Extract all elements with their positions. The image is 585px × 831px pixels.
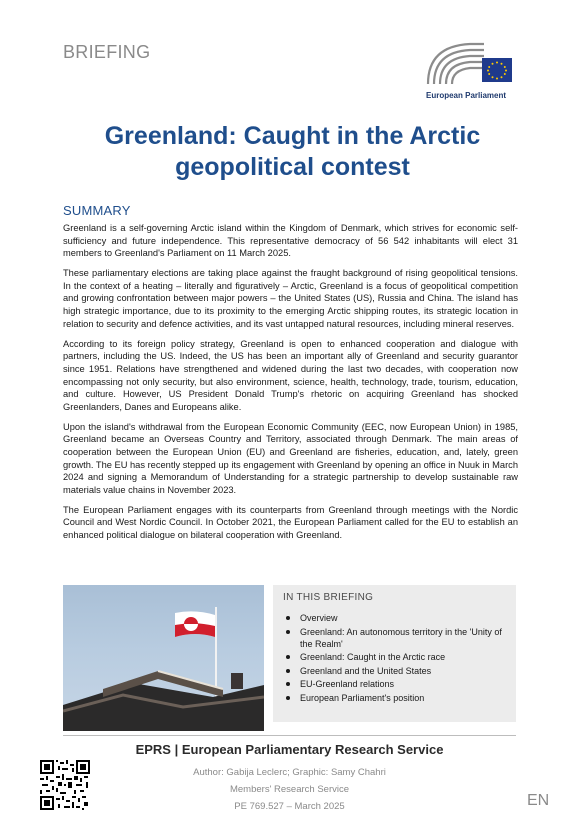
- toc-item-label: EU-Greenland relations: [300, 679, 395, 690]
- toc-item-label: Overview: [300, 613, 338, 623]
- page-title: Greenland: Caught in the Arctic geopolitical contest: [104, 122, 481, 181]
- toc-item-label: Greenland: An autonomous territory in the 'Unity of the Realm': [300, 626, 502, 649]
- bullet-icon: [286, 630, 290, 634]
- toc-item-united-states[interactable]: [283, 665, 506, 677]
- toc-item-eu-relations[interactable]: [283, 678, 506, 690]
- summary-paragraph: The European Parliament engages with its counterparts from Greenland through meetings with the Nordic Council and West Nordic Council. In October 2021, the European Parliament called for the EU to establish an enhanced political dialogue on bilateral cooperation with Greenland.: [63, 504, 518, 541]
- footer-unit: Members' Research Service: [229, 784, 350, 795]
- bullet-icon: [286, 655, 290, 659]
- bullet-icon: [286, 669, 290, 673]
- bullet-icon: [286, 696, 290, 700]
- summary-paragraph: Upon the island's withdrawal from the European Economic Community (EEC, now European Union) in 1985, Greenland became an Overseas Country and Territory, associated through Denmark. The main areas of cooperation between the European Union (EU) and Greenland are fisheries, education, and, lately, green growth. The EU has recently stepped up its engagement with Greenland by opening an office in Nuuk in March 2024 and signing a Memorandum of Understanding for a strategic partnership to develop sustainable raw materials value chains in November 2023.: [63, 421, 518, 495]
- greenland-flag-photo: [63, 585, 264, 731]
- footer-divider: [63, 735, 516, 736]
- footer-author: Author: Gabija Leclerc; Graphic: Samy Chahri: [193, 767, 386, 778]
- qr-code-icon[interactable]: [40, 760, 90, 810]
- toc-heading: IN THIS BRIEFING: [283, 592, 374, 603]
- bullet-icon: [286, 682, 290, 686]
- toc-list: [283, 612, 506, 704]
- language-code: EN: [527, 792, 550, 809]
- briefing-kicker: BRIEFING: [63, 42, 151, 62]
- toc-item-label: Greenland and the United States: [300, 665, 432, 676]
- logo-label: European Parliament: [426, 91, 507, 100]
- summary-body: [63, 222, 518, 549]
- summary-paragraph: Greenland is a self-governing Arctic island within the Kingdom of Denmark, which strives for economic self-sufficiency and future independence. This representative democracy of 56 542 inhabitants will elect 31 members to Greenland's Parliament on 11 March 2025.: [63, 223, 518, 259]
- in-this-briefing-box: [273, 585, 516, 722]
- footer-service-name: EPRS | European Parliamentary Research Service: [135, 742, 444, 757]
- european-parliament-logo: [424, 38, 518, 104]
- toc-item-autonomous-territory[interactable]: [283, 626, 506, 650]
- summary-paragraph: These parliamentary elections are taking place against the fraught background of rising geopolitical tensions. In the context of a heating – literally and figuratively – Arctic, Greenland is a focus of geopolitical competition and growing confrontation between major powers – the United States (US), Russia and China. The island has high strategic importance, due to its proximity to the emerging Arctic shipping routes, its strategic location in relation to security and defence activities, and its vast untapped natural resources, including mineral reserves.: [63, 268, 518, 329]
- toc-item-label: Greenland: Caught in the Arctic race: [300, 652, 446, 663]
- parliament-hemicycle-icon: [424, 38, 518, 90]
- toc-item-ep-position[interactable]: [283, 692, 506, 704]
- toc-item-label: European Parliament's position: [300, 692, 425, 703]
- summary-paragraph: According to its foreign policy strategy, Greenland is open to enhanced cooperation and dialogue with partners, including the US. Indeed, the US has been an important ally of Greenland and security guarantor since 1951. Relations have strengthened and widened during the last two decades, with cooperation now encompassing not only security, but also environment, science, health, technology, trade, tourism, education, and culture. However, US President Donald Trump's rhetoric on acquiring Greenland has shocked Greenlanders, Danes and Europeans alike.: [63, 338, 518, 412]
- toc-item-overview[interactable]: [283, 612, 506, 624]
- summary-heading: SUMMARY: [63, 203, 131, 218]
- bullet-icon: [286, 616, 290, 620]
- footer-reference: PE 769.527 – March 2025: [234, 801, 345, 812]
- toc-item-arctic-race[interactable]: [283, 651, 506, 663]
